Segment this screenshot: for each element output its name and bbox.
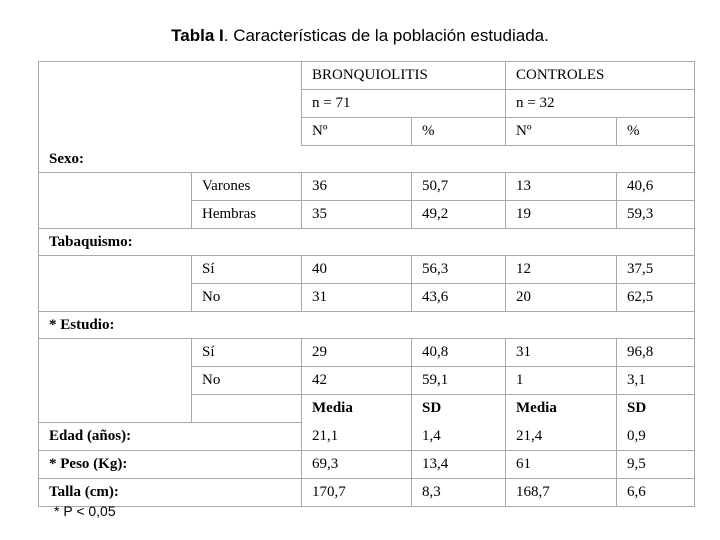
cell-value: 59,1 — [412, 367, 506, 395]
cell-value: 40,6 — [617, 173, 695, 201]
table-row — [39, 173, 695, 201]
table-title-text: . Características de la población estudiada. — [223, 26, 549, 45]
col-header-n: Nº — [302, 118, 412, 146]
stat-label: * Peso (Kg): — [39, 451, 302, 479]
cell-value: 96,8 — [617, 339, 695, 367]
cell-value: 56,3 — [412, 256, 506, 284]
cell-value: 13,4 — [412, 451, 506, 479]
group-n-controles: n = 32 — [506, 90, 695, 118]
cell-value: 19 — [506, 201, 617, 229]
cell-value: 69,3 — [302, 451, 412, 479]
col-header-pct: % — [412, 118, 506, 146]
header-blank-cell — [39, 62, 302, 146]
stats-header-mean: Media — [302, 395, 412, 423]
stat-label: Edad (años): — [39, 423, 302, 451]
header-row-groups — [39, 62, 695, 90]
row-label: Sí — [192, 256, 302, 284]
row-label: Hembras — [192, 201, 302, 229]
population-characteristics-table — [38, 61, 695, 507]
cell-value: 1 — [506, 367, 617, 395]
table-row — [39, 451, 695, 479]
cell-value: 50,7 — [412, 173, 506, 201]
cell-value: 13 — [506, 173, 617, 201]
cell-value: 42 — [302, 367, 412, 395]
cell-value: 12 — [506, 256, 617, 284]
cell-value: 0,9 — [617, 423, 695, 451]
footnote: * P < 0,05 — [54, 503, 116, 519]
cell-value: 40 — [302, 256, 412, 284]
cell-value: 29 — [302, 339, 412, 367]
cell-value: 62,5 — [617, 284, 695, 312]
col-header-pct: % — [617, 118, 695, 146]
section-label-tabaquismo: Tabaquismo: — [39, 229, 695, 256]
section-label-estudio: * Estudio: — [39, 312, 695, 339]
group-header-controles: CONTROLES — [506, 62, 695, 90]
row-label: Sí — [192, 339, 302, 367]
cell-value: 59,3 — [617, 201, 695, 229]
cell-value: 21,1 — [302, 423, 412, 451]
stats-header-sd: SD — [412, 395, 506, 423]
cell-value: 168,7 — [506, 479, 617, 507]
stat-label: Talla (cm): — [39, 479, 302, 507]
table-row — [39, 423, 695, 451]
blank-cell — [192, 395, 302, 423]
section-row-estudio — [39, 312, 695, 339]
cell-value: 35 — [302, 201, 412, 229]
section-label-sexo: Sexo: — [39, 146, 695, 173]
row-label: No — [192, 284, 302, 312]
indent-cell — [39, 256, 192, 312]
cell-value: 37,5 — [617, 256, 695, 284]
stats-header-sd: SD — [617, 395, 695, 423]
indent-cell — [39, 339, 192, 423]
cell-value: 20 — [506, 284, 617, 312]
cell-value: 170,7 — [302, 479, 412, 507]
cell-value: 40,8 — [412, 339, 506, 367]
cell-value: 6,6 — [617, 479, 695, 507]
cell-value: 8,3 — [412, 479, 506, 507]
stats-header-mean: Media — [506, 395, 617, 423]
table-row — [39, 339, 695, 367]
cell-value: 43,6 — [412, 284, 506, 312]
row-label: Varones — [192, 173, 302, 201]
table-row — [39, 256, 695, 284]
col-header-n: Nº — [506, 118, 617, 146]
section-row-sexo — [39, 146, 695, 173]
cell-value: 61 — [506, 451, 617, 479]
indent-cell — [39, 173, 192, 229]
group-header-bronquiolitis: BRONQUIOLITIS — [302, 62, 506, 90]
cell-value: 36 — [302, 173, 412, 201]
cell-value: 31 — [302, 284, 412, 312]
table-title-number: Tabla I — [171, 26, 224, 45]
cell-value: 31 — [506, 339, 617, 367]
section-row-tabaquismo — [39, 229, 695, 256]
table-title — [0, 26, 720, 46]
cell-value: 3,1 — [617, 367, 695, 395]
row-label: No — [192, 367, 302, 395]
cell-value: 9,5 — [617, 451, 695, 479]
cell-value: 1,4 — [412, 423, 506, 451]
cell-value: 49,2 — [412, 201, 506, 229]
cell-value: 21,4 — [506, 423, 617, 451]
table-row — [39, 479, 695, 507]
group-n-bronquiolitis: n = 71 — [302, 90, 506, 118]
